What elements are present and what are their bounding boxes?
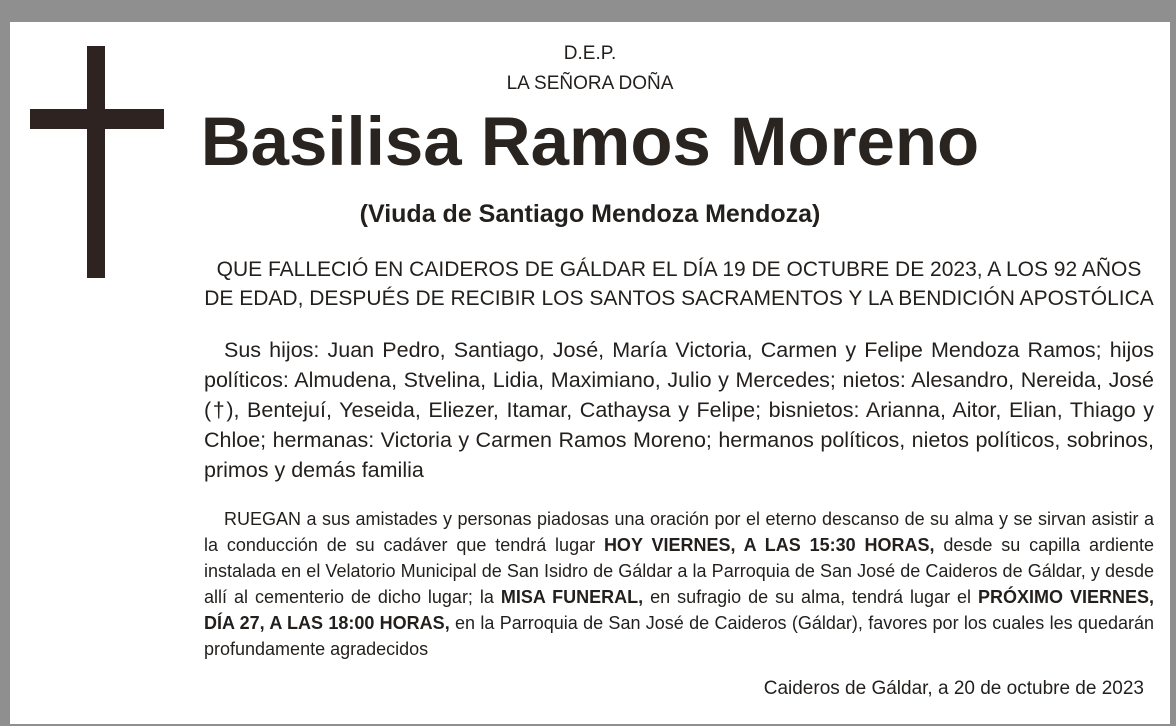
place-date: Caideros de Gáldar, a 20 de octubre de 2023 xyxy=(763,678,1144,699)
ruegan-text-4: en la Parroquia de San José de Caideros (Gáldar), favores por los cuales les quedarán profundamente agradecidos xyxy=(204,613,1154,659)
dep-heading: D.E.P. xyxy=(563,43,617,64)
ruegan-text-1: RUEGAN a sus amistades y personas piadosas una oración por el eterno descanso de su alma y se sirvan asistir a la conducción de su cadáver que tendrá lugar xyxy=(204,509,1154,555)
family-list: Sus hijos: Juan Pedro, Santiago, José, María Victoria, Carmen y Felipe Mendoza Ramos; hijos políticos: Almudena, Stvelina, Lidia, Maximiano, Julio y Mercedes; nietos: Alesandro, Nereida, José (†), Bentejuí, Yeseida, Eliezer, Itamar, Cathaysa y Felipe; bisnietos: Arianna, Aitor, Elian, Thiago y Chloe; hermanas: Victoria y Carmen Ramos Moreno; hermanos políticos, nietos políticos, sobrinos, primos y demás familia xyxy=(204,338,1154,482)
funeral-request xyxy=(204,506,1154,662)
ruegan-text-2: desde su capilla ardiente instalada en el Velatorio Municipal de San Isidro de Gáldar a la Parroquia de San José de Caideros de Gáldar, y desde allí al cementerio de dicho lugar; la xyxy=(204,535,1155,607)
misa-funeral-label: MISA FUNERAL, xyxy=(500,587,644,607)
departure-time: HOY VIERNES, A LAS 15:30 HORAS, xyxy=(603,535,935,555)
death-notice: QUE FALLECIÓ EN CAIDEROS DE GÁLDAR EL DÍA 19 DE OCTUBRE DE 2023, A LOS 92 AÑOS DE EDAD, DESPUÉS DE RECIBIR LOS SANTOS SACRAMENTOS Y LA BENDICIÓN APOSTÓLICA xyxy=(204,258,1154,310)
widow-of: (Viuda de Santiago Mendoza Mendoza) xyxy=(359,200,821,228)
misa-funeral-time: PRÓXIMO VIERNES, DÍA 27, A LAS 18:00 HORAS, xyxy=(204,587,1154,633)
obituary-card xyxy=(10,22,1170,724)
honorific: LA SEÑORA DOÑA xyxy=(506,73,674,94)
ruegan-text-3: en sufragio de su alma, tendrá lugar el xyxy=(643,587,978,607)
deceased-name: Basilisa Ramos Moreno xyxy=(200,103,980,180)
